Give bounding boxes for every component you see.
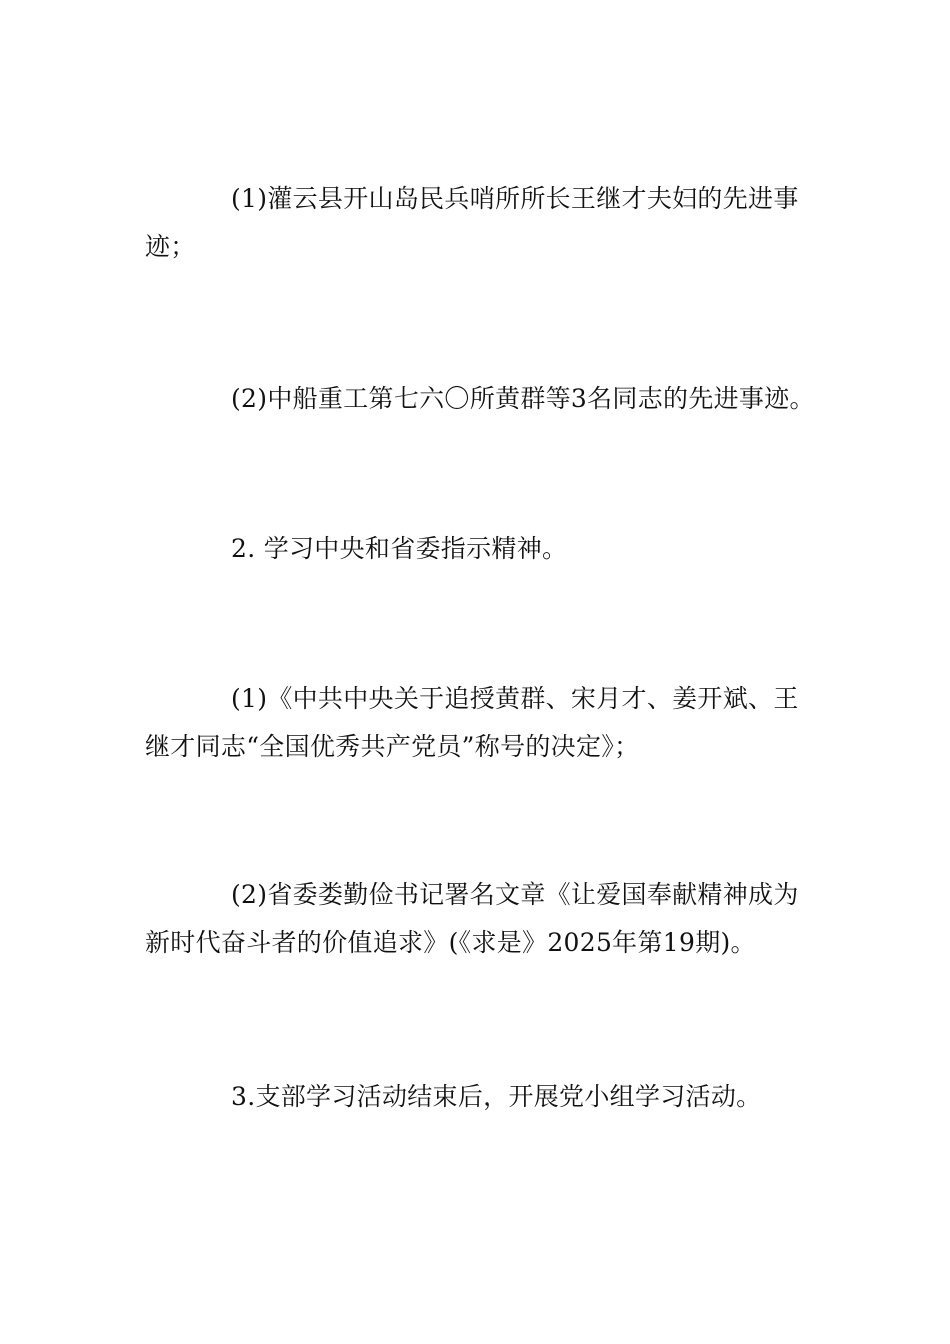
paragraph-section-3: 3.支部学习活动结束后，开展党小组学习活动。	[231, 1082, 762, 1111]
paragraph-item-2-2: (2)省委娄勤俭书记署名文章《让爱国奉献精神成为新时代奋斗者的价值追求》(《求是》2025年第19期)。	[145, 880, 799, 957]
paragraph-item-1-1: (1)灌云县开山岛民兵哨所所长王继才夫妇的先进事迹；	[145, 184, 799, 261]
paragraph-item-2-1: (1)《中共中央关于追授黄群、宋月才、姜开斌、王继才同志“全国优秀共产党员”称号的决定》；	[145, 684, 799, 761]
paragraph-section-2-heading: 2. 学习中央和省委指示精神。	[231, 534, 568, 563]
paragraph-item-1-2: (2)中船重工第七六〇所黄群等3名同志的先进事迹。	[231, 384, 815, 413]
